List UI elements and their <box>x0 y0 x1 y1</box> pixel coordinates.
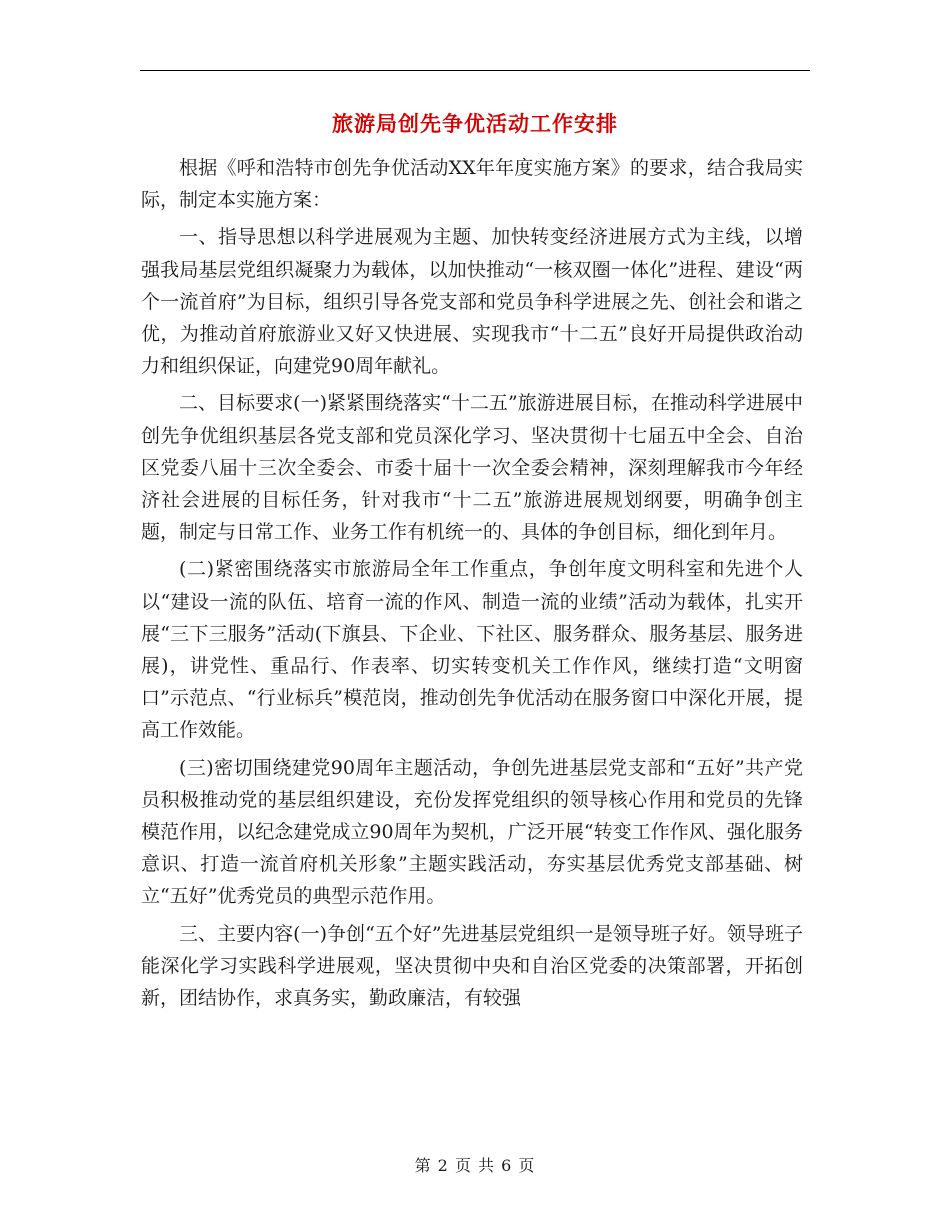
paragraph-main-content: 三、主要内容(一)争创“五个好”先进基层党组织一是领导班子好。领导班子能深化学习实践科学进展观，坚决贯彻中央和自治区党委的决策部署，开拓创新，团结协作，求真务实，勤政廉洁，有较强 <box>141 922 803 1010</box>
header-rule <box>140 70 810 71</box>
document-title: 旅游局创先争优活动工作安排 <box>332 111 618 136</box>
paragraph-goals-3: (三)密切围绕建党90周年主题活动，争创先进基层党支部和“五好”共产党员积极推动党的基层组织建设，充份发挥党组织的领导核心作用和党员的先锋模范作用，以纪念建党成立90周年为契机，广泛开展“转变工作作风、强化服务意识、打造一流首府机关形象”主题实践活动，夯实基层优秀党支部基础、树立“五好”优秀党员的典型示范作用。 <box>141 756 803 908</box>
page-number: 第 2 页 共 6 页 <box>414 1156 536 1175</box>
paragraph-guiding-ideology: 一、指导思想以科学进展观为主题、加快转变经济进展方式为主线，以增强我局基层党组织凝聚力为载体，以加快推动“一核双圈一体化”进程、建设“两个一流首府”为目标，组织引导各党支部和党员争科学进展之先、创社会和谐之优，为推动首府旅游业又好又快进展、实现我市“十二五”良好开局提供政治动力和组织保证，向建党90周年献礼。 <box>141 226 803 378</box>
paragraph-goals-1: 二、目标要求(一)紧紧围绕落实“十二五”旅游进展目标，在推动科学进展中创先争优组织基层各党支部和党员深化学习、坚决贯彻十七届五中全会、自治区党委八届十三次全委会、市委十届十一次全委会精神，深刻理解我市今年经济社会进展的目标任务，针对我市“十二五”旅游进展规划纲要，明确争创主题，制定与日常工作、业务工作有机统一的、具体的争创目标，细化到年月。 <box>141 392 803 544</box>
paragraph-intro: 根据《呼和浩特市创先争优活动XX年年度实施方案》的要求，结合我局实际，制定本实施方案： <box>141 157 803 212</box>
document-body <box>141 152 803 1019</box>
paragraph-goals-2: (二)紧密围绕落实市旅游局全年工作重点，争创年度文明科室和先进个人以“建设一流的队伍、培育一流的作风、制造一流的业绩”活动为载体，扎实开展“三下三服务”活动(下旗县、下企业、下社区、服务群众、服务基层、服务进展)，讲党性、重品行、作表率、切实转变机关工作作风，继续打造“文明窗口”示范点、“行业标兵”模范岗，推动创先争优活动在服务窗口中深化开展，提高工作效能。 <box>141 558 803 742</box>
